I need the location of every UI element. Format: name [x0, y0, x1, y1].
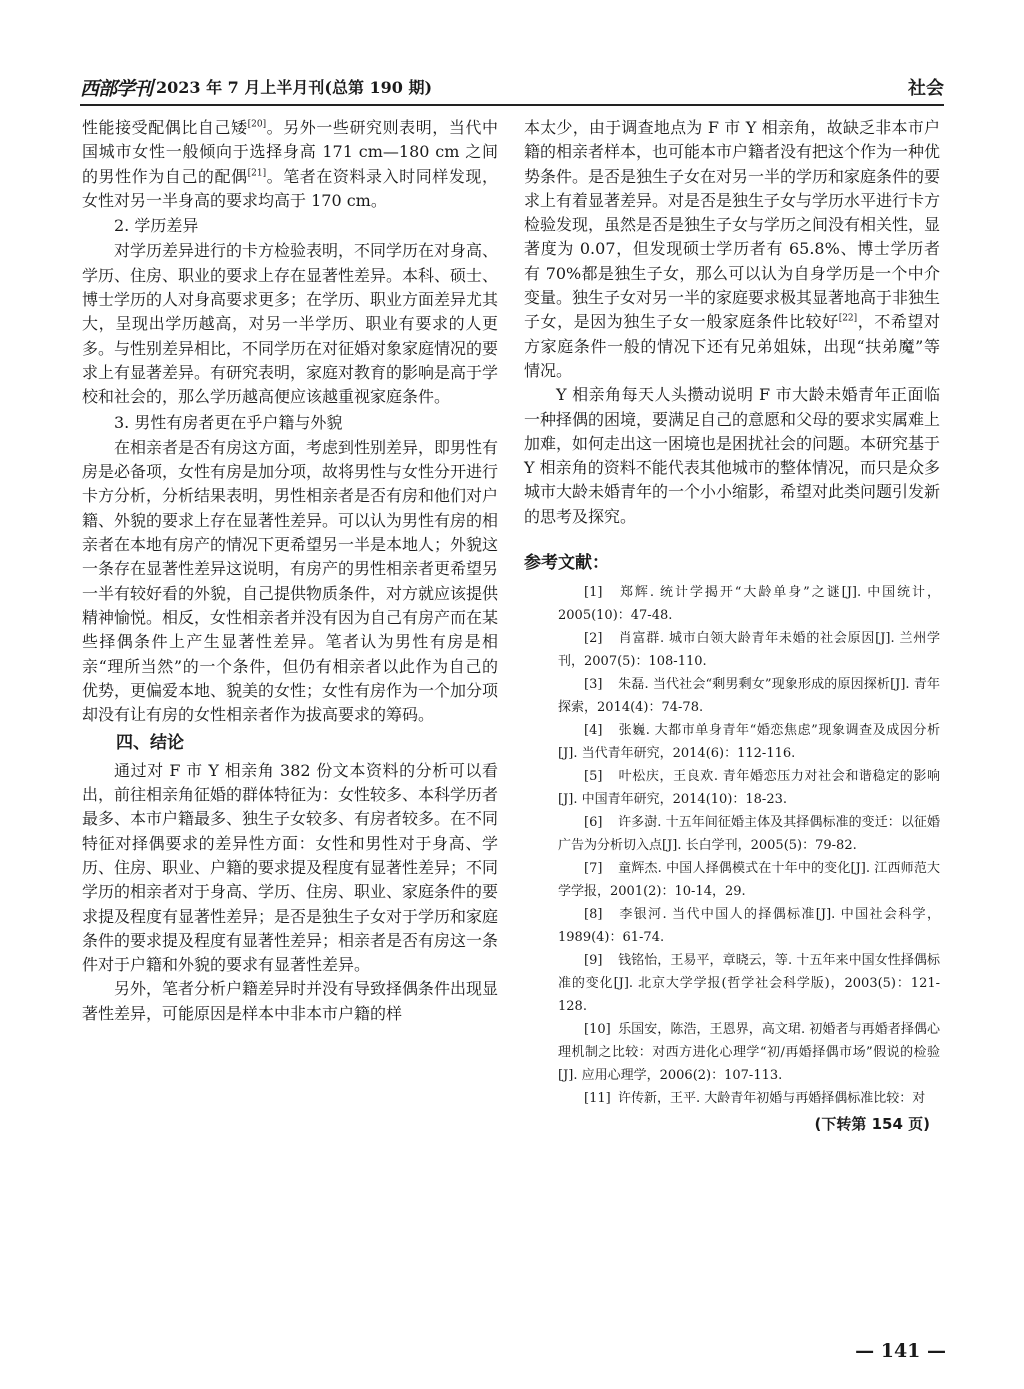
running-header	[80, 72, 944, 102]
reference-item: [7] 童辉杰. 中国人择偶模式在十年中的变化[J]. 江西师范大学学报，2001(2)：10-14，29.	[558, 861, 940, 900]
header-rule	[80, 104, 944, 106]
issue-info: 2023 年 7 月上半月刊(总第 190 期)	[156, 78, 433, 97]
citation[interactable]: [22]	[838, 314, 858, 325]
reference-item: [9] 钱铭怡，王易平，章晓云，等. 十五年来中国女性择偶标准的变化[J]. 北京大学学报(哲学社会科学版)，2003(5)：121-128.	[558, 953, 940, 1015]
references-title: 参考文献：	[524, 553, 609, 574]
paragraph: 本太少，由于调查地点为 F 市 Y 相亲角，故缺乏非本市户籍的相亲者样本，也可能本市户籍者没有把这个作为一种优势条件。是否是独生子女在对另一半的学历和家庭条件的要求上有着显著差异。对是否是独生子女与学历水平进行卡方检验发现，虽然是否是独生子女与学历之间没有相关性，显著度为 0.07，但发现硕士学历者有 65.8%、博士学历者有 70%都是独生子女，那么可以认为自身学历是一个中介变量。独生子女对另一半的家庭要求极其显著地高于非独生子女，是因为独生子女一般家庭条件比较好[22]，不希望对方家庭条件一般的情况下还有兄弟姐妹，出现“扶弟魔”等情况。	[524, 118, 941, 380]
reference-item: [10] 乐国安，陈浩，王恩界，高文珺. 初婚者与再婚者择偶心理机制之比较：对西方进化心理学“初/再婚择偶市场”假说的检验[J]. 应用心理学，2006(2)：107-113.	[558, 1022, 940, 1084]
right-column	[524, 116, 940, 1137]
left-column	[82, 116, 498, 1026]
citation[interactable]: [21]	[247, 168, 267, 179]
paragraph: 通过对 F 市 Y 相亲角 382 份文本资料的分析可以看出，前往相亲角征婚的群体特征为：女性较多、本科学历者最多、本市户籍最多、独生子女较多、有房者较多。在不同特征对择偶要求的差异性方面：女性和男性对于身高、学历、住房、职业、户籍的要求提及程度有显著性差异；不同学历的相亲者对于身高、学历、住房、职业、家庭条件的要求提及程度有显著性差异；是否是独生子女对于学历和家庭条件的要求提及程度有显著性差异；相亲者是否有房这一条件对于户籍和外貌的要求有显著性差异。	[82, 760, 499, 975]
citation[interactable]: [20]	[247, 119, 267, 130]
reference-item: [11] 许传新，王平. 大龄青年初婚与再婚择偶标准比较：对	[584, 1091, 926, 1107]
reference-item: [2] 肖富群. 城市白领大龄青年未婚的社会原因[J]. 兰州学刊，2007(5)：108-110.	[558, 631, 940, 670]
paragraph: 性能接受配偶比自己矮[20]。另外一些研究则表明，当代中国城市女性一般倾向于选择身高 171 cm—180 cm 之间的男性作为自己的配偶[21]。笔者在资料录入时同样发现，女性对另一半身高的要求均高于 170 cm。	[82, 118, 498, 210]
reference-item: [8] 李银河. 当代中国人的择偶标准[J]. 中国社会科学，1989(4)：61-74.	[558, 907, 940, 946]
page-number: — 141 —	[855, 1340, 946, 1362]
reference-item: [6] 许多澍. 十五年间征婚主体及其择偶标准的变迁：以征婚广告为分析切入点[J]. 长白学刊，2005(5)：79-82.	[558, 815, 940, 854]
paragraph: 在相亲者是否有房这方面，考虑到性别差异，即男性有房是必备项，女性有房是加分项，故将男性与女性分开进行卡方分析，分析结果表明，男性相亲者是否有房和他们对户籍、外貌的要求上存在显著性差异。可以认为男性有房的相亲者在本地有房产的情况下更希望另一半是本地人；外貌这一条存在显著性差异这说明，有房产的男性相亲者更希望另一半有较好看的外貌，自己提供物质条件，对方就应该提供精神愉悦。相反，女性相亲者并没有因为自己有房产而在某些择偶条件上产生显著性差异。笔者认为男性有房是相亲“理所当然”的一个条件，但仍有相亲者以此作为自己的优势，更偏爱本地、貌美的女性；女性有房作为一个加分项却没有让有房的女性相亲者作为拔高要求的筹码。	[82, 437, 499, 725]
section-label: 社会	[908, 78, 944, 99]
reference-list	[524, 581, 940, 1110]
paragraph: Y 相亲角每天人头攒动说明 F 市大龄未婚青年正面临一种择偶的困境，要满足自己的意愿和父母的要求实属难上加难，如何走出这一困境也是困扰社会的问题。本研究基于 Y 相亲角的资料不能代表其他城市的整体情况，而只是众多城市大龄未婚青年的一个小小缩影，希望对此类问题引发新的思考及探究。	[524, 385, 941, 526]
subheading: 2. 学历差异	[114, 216, 199, 236]
reference-item: [3] 朱磊. 当代社会“剩男剩女”现象形成的原因探析[J]. 青年探索，2014(4)：74-78.	[558, 677, 940, 716]
continued-note: (下转第 154 页)	[814, 1115, 930, 1134]
reference-item: [5] 叶松庆，王良欢. 青年婚恋压力对社会和谐稳定的影响[J]. 中国青年研究，2014(10)：18-23.	[558, 769, 940, 808]
reference-item: [1] 郑辉. 统计学揭开“大龄单身”之谜[J]. 中国统计，2005(10)：47-48.	[558, 585, 940, 624]
subheading: 3. 男性有房者更在乎户籍与外貌	[114, 412, 343, 432]
section-heading: 四、结论	[116, 733, 184, 754]
journal-logo: 西部学刊	[80, 78, 153, 100]
paragraph: 对学历差异进行的卡方检验表明，不同学历在对身高、学历、住房、职业的要求上存在显著性差异。本科、硕士、博士学历的人对身高要求更多；在学历、职业方面差异尤其大，呈现出学历越高，对另一半学历、职业有要求的人更多。与性别差异相比，不同学历在对征婚对象家庭情况的要求上有显著差异。有研究表明，家庭对教育的影响是高于学校和社会的，那么学历越高便应该越重视家庭条件。	[82, 241, 499, 407]
paragraph: 另外，笔者分析户籍差异时并没有导致择偶条件出现显著性差异，可能原因是样本中非本市户籍的样	[82, 979, 499, 1023]
reference-item: [4] 张巍. 大都市单身青年“婚恋焦虑”现象调查及成因分析[J]. 当代青年研究，2014(6)：112-116.	[558, 723, 940, 762]
